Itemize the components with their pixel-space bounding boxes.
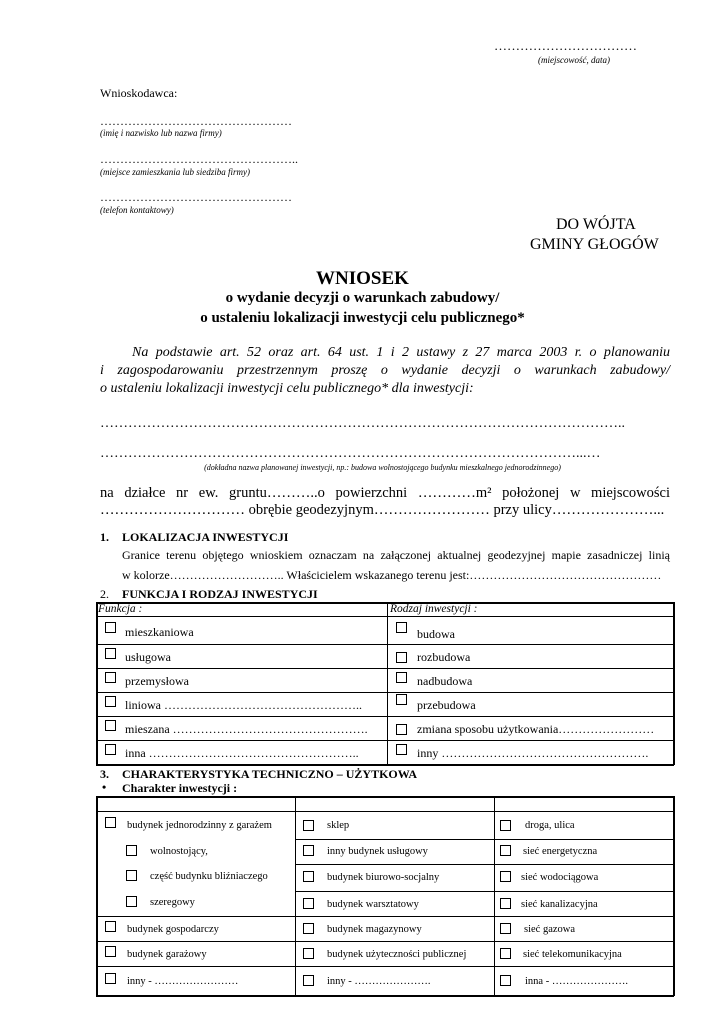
function-checkbox-service[interactable]: [105, 648, 116, 659]
character-label-detached: wolnostojący,: [150, 846, 208, 857]
character-checkbox-gas-network[interactable]: [500, 923, 511, 934]
character-checkbox-other-building[interactable]: [105, 973, 116, 984]
character-checkbox-water-network[interactable]: [500, 871, 511, 882]
character-checkbox-other-service[interactable]: [303, 845, 314, 856]
character-label-other-col3[interactable]: inna - ………………….: [525, 976, 628, 987]
section-1-number: 1.: [100, 530, 109, 544]
character-label-road: droga, ulica: [525, 820, 575, 831]
function-label-mixed[interactable]: mieszana ………………………………………….: [125, 722, 368, 736]
type-checkbox-change-of-use[interactable]: [396, 724, 407, 735]
plot-line-2[interactable]: ………………………… obrębie geodezyjnym…………………… przy ulicy…………………...: [100, 502, 665, 518]
intro-line-3: o ustaleniu lokalizacji inwestycji celu publicznego* dla inwestycji:: [100, 381, 474, 396]
character-checkbox-other-col3[interactable]: [500, 975, 511, 986]
document-subtitle-2: o ustaleniu lokalizacji inwestycji celu publicznego*: [200, 310, 525, 326]
section-1-line-1: Granice terenu objętego wnioskiem oznaczam na załączonej aktualnej geodezyjnej mapie zasadniczej linią: [122, 548, 670, 562]
character-checkbox-warehouse[interactable]: [303, 923, 314, 934]
function-checkbox-linear[interactable]: [105, 696, 116, 707]
place-date-field[interactable]: ……………………………: [494, 38, 637, 53]
character-checkbox-shop[interactable]: [303, 820, 314, 831]
section-1-line-2[interactable]: w kolorze……………………….. Właścicielem wskazanego terenu jest:…………………………………………: [122, 568, 662, 582]
type-label-extension: rozbudowa: [417, 650, 471, 664]
character-checkbox-power-network[interactable]: [500, 845, 511, 856]
plot-line-1[interactable]: na działce nr ew. gruntu………..o powierzchni …………m² położonej w miejscowości: [100, 485, 670, 501]
applicant-phone-caption: (telefon kontaktowy): [100, 205, 174, 215]
function-checkbox-industrial[interactable]: [105, 672, 116, 683]
investment-name-field-1[interactable]: …………………………………………………………………………………………………..: [100, 416, 625, 431]
type-checkbox-construction[interactable]: [396, 622, 407, 633]
addressee-line-1: DO WÓJTA: [556, 216, 636, 233]
character-checkbox-sewage-network[interactable]: [500, 898, 511, 909]
character-checkbox-detached[interactable]: [126, 845, 137, 856]
document-title: WNIOSEK: [316, 268, 409, 289]
section-3-subtitle: Charakter inwestycji :: [122, 781, 238, 795]
character-label-single-family: budynek jednorodzinny z garażem: [127, 820, 272, 831]
character-label-water-network: sieć wodociągowa: [521, 872, 599, 883]
type-label-superstructure: nadbudowa: [417, 674, 473, 688]
place-date-caption: (miejscowość, data): [538, 55, 610, 65]
investment-name-caption: (dokładna nazwa planowanej inwestycji, np.: budowa wolnostojącego budynku mieszkalnego jednorodzinnego): [204, 463, 561, 472]
applicant-address-caption: (miejsce zamieszkania lub siedziba firmy): [100, 167, 250, 177]
character-label-office: budynek biurowo-socjalny: [327, 872, 440, 883]
character-label-shop: sklep: [327, 820, 350, 831]
function-label-linear[interactable]: liniowa …………………………………………..: [125, 698, 362, 712]
character-label-terraced: szeregowy: [150, 897, 195, 908]
character-label-telecom-network: sieć telekomunikacyjna: [523, 949, 622, 960]
character-label-public-building: budynek użyteczności publicznej: [327, 949, 467, 960]
function-label-industrial: przemysłowa: [125, 674, 189, 688]
type-checkbox-other[interactable]: [396, 744, 407, 755]
character-label-utility-building: budynek gospodarczy: [127, 924, 219, 935]
section-3-title: CHARAKTERYSTYKA TECHNICZNO – UŻYTKOWA: [122, 767, 418, 781]
character-checkbox-garage[interactable]: [105, 946, 116, 957]
section-3-number: 3.: [100, 767, 109, 781]
character-checkbox-workshop[interactable]: [303, 898, 314, 909]
type-checkbox-superstructure[interactable]: [396, 672, 407, 683]
type-checkbox-reconstruction[interactable]: [396, 694, 407, 705]
function-checkbox-residential[interactable]: [105, 622, 116, 633]
type-column-header: Rodzaj inwestycji :: [390, 603, 478, 615]
character-label-sewage-network: sieć kanalizacyjna: [521, 899, 598, 910]
function-checkbox-mixed[interactable]: [105, 720, 116, 731]
bullet-icon: •: [102, 780, 107, 794]
section-2-number: 2.: [100, 587, 109, 601]
character-label-power-network: sieć energetyczna: [523, 846, 598, 857]
character-label-semi-detached: część budynku bliźniaczego: [150, 871, 268, 882]
document-subtitle-1: o wydanie decyzji o warunkach zabudowy/: [225, 290, 500, 306]
character-label-other-col2[interactable]: inny - ………………….: [327, 976, 431, 987]
type-checkbox-extension[interactable]: [396, 652, 407, 663]
function-checkbox-other[interactable]: [105, 744, 116, 755]
applicant-name-caption: (imię i nazwisko lub nazwa firmy): [100, 128, 222, 138]
addressee-line-2: GMINY GŁOGÓW: [530, 236, 659, 253]
character-label-garage: budynek garażowy: [127, 949, 207, 960]
character-checkbox-utility-building[interactable]: [105, 921, 116, 932]
character-label-other-service: inny budynek usługowy: [327, 846, 428, 857]
applicant-name-field[interactable]: …………………………………………: [100, 114, 292, 128]
type-label-construction: budowa: [417, 627, 455, 641]
character-checkbox-road[interactable]: [500, 820, 511, 831]
character-checkbox-other-col2[interactable]: [303, 975, 314, 986]
intro-line-2: i zagospodarowaniu przestrzennym proszę o wydanie decyzji o warunkach zabudowy/: [100, 363, 670, 378]
function-label-service: usługowa: [125, 650, 171, 664]
section-1-title: LOKALIZACJA INWESTYCJI: [122, 530, 289, 544]
applicant-address-field[interactable]: …………………………………………..: [100, 152, 298, 166]
character-checkbox-office[interactable]: [303, 871, 314, 882]
investment-name-field-2[interactable]: …………………………………………………………………………………………...…: [100, 446, 601, 461]
type-label-other[interactable]: inny …………………………………………….: [417, 746, 649, 760]
character-checkbox-semi-detached[interactable]: [126, 870, 137, 881]
character-checkbox-public-building[interactable]: [303, 948, 314, 959]
applicant-phone-field[interactable]: …………………………………………: [100, 190, 292, 204]
character-checkbox-terraced[interactable]: [126, 896, 137, 907]
section-2-title: FUNKCJA I RODZAJ INWESTYCJI: [122, 587, 318, 601]
function-label-residential: mieszkaniowa: [125, 625, 194, 639]
function-label-other[interactable]: inna ……………………………………………..: [125, 746, 359, 760]
character-label-gas-network: sieć gazowa: [524, 924, 576, 935]
character-label-workshop: budynek warsztatowy: [327, 899, 419, 910]
applicant-label: Wnioskodawca:: [100, 86, 178, 100]
character-checkbox-telecom-network[interactable]: [500, 948, 511, 959]
character-label-warehouse: budynek magazynowy: [327, 924, 422, 935]
character-label-other-building[interactable]: inny - ……………………: [127, 976, 239, 987]
type-label-reconstruction: przebudowa: [417, 698, 476, 712]
intro-line-1: Na podstawie art. 52 oraz art. 64 ust. 1 i 2 ustawy z 27 marca 2003 r. o planowaniu: [132, 345, 670, 360]
function-column-header: Funkcja :: [98, 603, 143, 615]
type-label-change-of-use[interactable]: zmiana sposobu użytkowania……………………: [417, 722, 655, 736]
character-checkbox-single-family[interactable]: [105, 817, 116, 828]
